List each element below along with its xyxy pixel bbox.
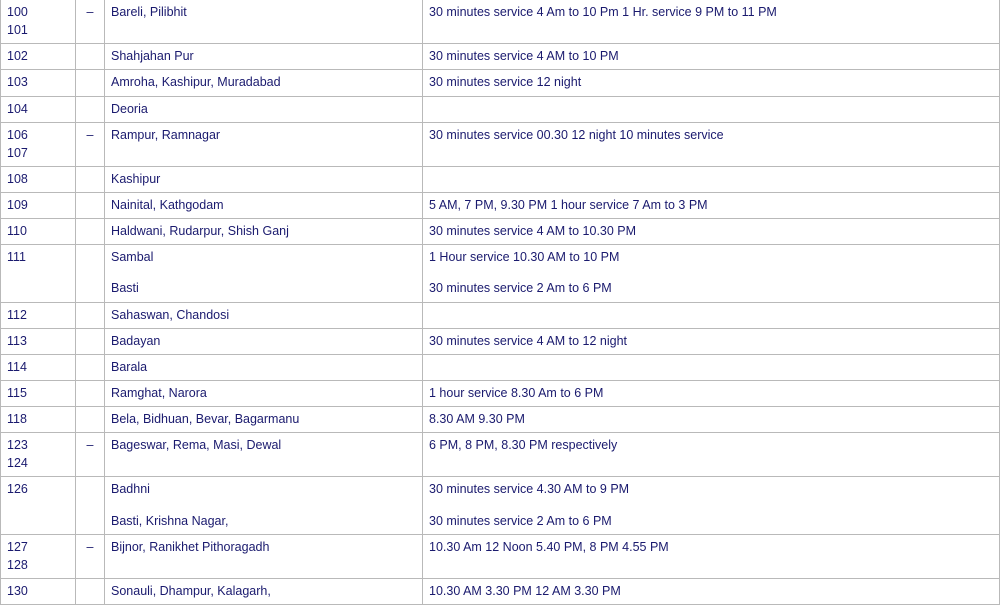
route-number-cell <box>1 245 76 302</box>
service-timing-primary: 10.30 AM 3.30 PM 12 AM 3.30 PM <box>429 583 621 598</box>
range-dash: – <box>86 539 94 554</box>
route-number-primary: 123 <box>7 438 28 453</box>
destinations-cell <box>105 193 423 219</box>
destinations-cell <box>105 407 423 433</box>
route-number-primary: 127 <box>7 539 28 554</box>
destinations-primary: Bageswar, Rema, Masi, Dewal <box>111 438 282 453</box>
table-row <box>1 354 1000 380</box>
destinations-primary: Amroha, Kashipur, Muradabad <box>111 75 281 90</box>
table-row <box>1 380 1000 406</box>
route-number-cell <box>1 477 76 534</box>
table-row <box>1 578 1000 604</box>
range-dash: – <box>86 127 94 142</box>
service-timing-cell <box>423 578 1000 604</box>
destinations-secondary: Basti <box>111 281 139 296</box>
table-row <box>1 219 1000 245</box>
route-range-dash-cell <box>76 302 105 328</box>
service-timing-primary: 30 minutes service 4 AM to 10 PM <box>429 49 619 64</box>
service-timing-primary: 30 minutes service 4 AM to 12 night <box>429 333 628 348</box>
destinations-primary: Badayan <box>111 333 161 348</box>
service-timing-cell <box>423 122 1000 166</box>
route-number-primary: 100 <box>7 5 28 19</box>
destinations-cell <box>105 354 423 380</box>
table-row <box>1 70 1000 96</box>
destinations-cell <box>105 302 423 328</box>
service-timing-primary: 30 minutes service 4 Am to 10 Pm 1 Hr. service 9 PM to 11 PM <box>429 5 777 19</box>
service-timing-cell <box>423 96 1000 122</box>
route-number-primary: 102 <box>7 49 28 64</box>
destinations-primary: Sambal <box>111 250 154 265</box>
service-timing-cell <box>423 302 1000 328</box>
route-range-dash-cell <box>76 245 105 302</box>
destinations-primary: Shahjahan Pur <box>111 49 194 64</box>
route-number-secondary: 124 <box>7 456 28 471</box>
route-number-primary: 103 <box>7 75 28 90</box>
route-number-primary: 126 <box>7 482 28 497</box>
destinations-cell <box>105 328 423 354</box>
service-timing-cell <box>423 166 1000 192</box>
range-dash: – <box>86 438 94 453</box>
service-timing-primary: 5 AM, 7 PM, 9.30 PM 1 hour service 7 Am to 3 PM <box>429 198 708 212</box>
service-timing-primary: 8.30 AM 9.30 PM <box>429 412 525 426</box>
service-timing-cell <box>423 44 1000 70</box>
table-row <box>1 534 1000 578</box>
route-number-primary: 118 <box>7 412 27 426</box>
route-number-cell <box>1 578 76 604</box>
route-number-secondary: 101 <box>7 23 28 38</box>
destinations-cell <box>105 96 423 122</box>
destinations-cell <box>105 70 423 96</box>
service-timing-secondary: 30 minutes service 2 Am to 6 PM <box>429 513 612 528</box>
destinations-primary: Nainital, Kathgodam <box>111 198 224 212</box>
route-number-primary: 109 <box>7 198 28 212</box>
route-number-cell <box>1 380 76 406</box>
route-range-dash-cell <box>76 578 105 604</box>
destinations-cell <box>105 44 423 70</box>
route-number-primary: 108 <box>7 171 28 186</box>
destinations-cell <box>105 219 423 245</box>
service-timing-primary: 1 hour service 8.30 Am to 6 PM <box>429 385 604 400</box>
route-number-secondary: 107 <box>7 145 28 160</box>
table-row <box>1 477 1000 534</box>
destinations-primary: Sahaswan, Chandosi <box>111 307 230 322</box>
route-number-cell <box>1 407 76 433</box>
route-number-cell <box>1 354 76 380</box>
destinations-primary: Sonauli, Dhampur, Kalagarh, <box>111 583 271 598</box>
destinations-cell <box>105 578 423 604</box>
route-number-cell <box>1 122 76 166</box>
route-range-dash-cell <box>76 477 105 534</box>
route-number-cell <box>1 302 76 328</box>
route-range-dash-cell <box>76 534 105 578</box>
table-row <box>1 328 1000 354</box>
service-timing-cell <box>423 433 1000 477</box>
service-timing-cell <box>423 70 1000 96</box>
destinations-primary: Deoria <box>111 101 148 116</box>
route-range-dash-cell <box>76 96 105 122</box>
route-number-primary: 114 <box>7 359 27 374</box>
service-timing-cell <box>423 407 1000 433</box>
route-number-cell <box>1 166 76 192</box>
route-number-primary: 104 <box>7 101 28 116</box>
route-number-cell <box>1 96 76 122</box>
route-number-primary: 110 <box>7 224 27 239</box>
service-timing-primary: 30 minutes service 12 night <box>429 75 582 90</box>
table-row <box>1 407 1000 433</box>
destinations-primary: Barala <box>111 359 148 374</box>
destinations-primary: Bijnor, Ranikhet Pithoragadh <box>111 539 270 554</box>
destinations-cell <box>105 433 423 477</box>
service-timing-cell <box>423 534 1000 578</box>
route-range-dash-cell <box>76 380 105 406</box>
destinations-cell <box>105 122 423 166</box>
service-timing-cell <box>423 380 1000 406</box>
route-range-dash-cell <box>76 328 105 354</box>
route-number-cell <box>1 0 76 44</box>
route-range-dash-cell <box>76 354 105 380</box>
route-number-primary: 115 <box>7 385 27 400</box>
route-range-dash-cell <box>76 193 105 219</box>
destinations-primary: Ramghat, Narora <box>111 385 207 400</box>
destinations-primary: Rampur, Ramnagar <box>111 127 221 142</box>
route-number-cell <box>1 70 76 96</box>
table-row <box>1 193 1000 219</box>
route-range-dash-cell <box>76 407 105 433</box>
destinations-primary: Haldwani, Rudarpur, Shish Ganj <box>111 224 289 239</box>
service-timing-cell <box>423 193 1000 219</box>
route-number-cell <box>1 433 76 477</box>
route-number-secondary: 128 <box>7 557 28 572</box>
destinations-primary: Bela, Bidhuan, Bevar, Bagarmanu <box>111 412 300 426</box>
route-range-dash-cell <box>76 433 105 477</box>
service-timing-cell <box>423 477 1000 534</box>
service-timing-primary: 6 PM, 8 PM, 8.30 PM respectively <box>429 438 618 453</box>
destinations-cell <box>105 534 423 578</box>
service-timing-cell <box>423 354 1000 380</box>
route-number-cell <box>1 328 76 354</box>
route-number-cell <box>1 193 76 219</box>
destinations-primary: Bareli, Pilibhit <box>111 5 187 19</box>
route-number-primary: 130 <box>7 583 28 598</box>
route-number-primary: 112 <box>7 307 27 322</box>
table-row <box>1 302 1000 328</box>
route-number-primary: 106 <box>7 127 28 142</box>
destinations-cell <box>105 166 423 192</box>
service-timing-primary: 30 minutes service 4.30 AM to 9 PM <box>429 482 630 497</box>
route-range-dash-cell <box>76 70 105 96</box>
service-timing-secondary: 30 minutes service 2 Am to 6 PM <box>429 281 612 296</box>
service-timing-cell <box>423 245 1000 302</box>
destinations-cell <box>105 0 423 44</box>
table-row <box>1 433 1000 477</box>
destinations-cell <box>105 245 423 302</box>
route-number-cell <box>1 534 76 578</box>
destinations-cell <box>105 477 423 534</box>
route-number-primary: 111 <box>7 250 27 265</box>
service-timing-primary: 30 minutes service 00.30 12 night 10 minutes service <box>429 127 724 142</box>
destinations-cell <box>105 380 423 406</box>
destinations-secondary: Basti, Krishna Nagar, <box>111 513 229 528</box>
route-number-primary: 113 <box>7 333 27 348</box>
table-row <box>1 44 1000 70</box>
service-timing-primary: 30 minutes service 4 AM to 10.30 PM <box>429 224 637 239</box>
table-row <box>1 0 1000 44</box>
route-range-dash-cell <box>76 122 105 166</box>
route-range-dash-cell <box>76 166 105 192</box>
table-row <box>1 166 1000 192</box>
route-range-dash-cell <box>76 0 105 44</box>
service-timing-cell <box>423 0 1000 44</box>
destinations-primary: Badhni <box>111 482 150 497</box>
service-timing-cell <box>423 328 1000 354</box>
table-body <box>1 0 1000 605</box>
table-row <box>1 96 1000 122</box>
service-timing-primary: 1 Hour service 10.30 AM to 10 PM <box>429 250 620 265</box>
range-dash: – <box>86 5 94 19</box>
table-row <box>1 245 1000 302</box>
route-number-cell <box>1 219 76 245</box>
destinations-primary: Kashipur <box>111 171 161 186</box>
service-timing-primary: 10.30 Am 12 Noon 5.40 PM, 8 PM 4.55 PM <box>429 539 669 554</box>
service-timing-cell <box>423 219 1000 245</box>
route-range-dash-cell <box>76 219 105 245</box>
route-number-cell <box>1 44 76 70</box>
route-range-dash-cell <box>76 44 105 70</box>
table-row <box>1 122 1000 166</box>
